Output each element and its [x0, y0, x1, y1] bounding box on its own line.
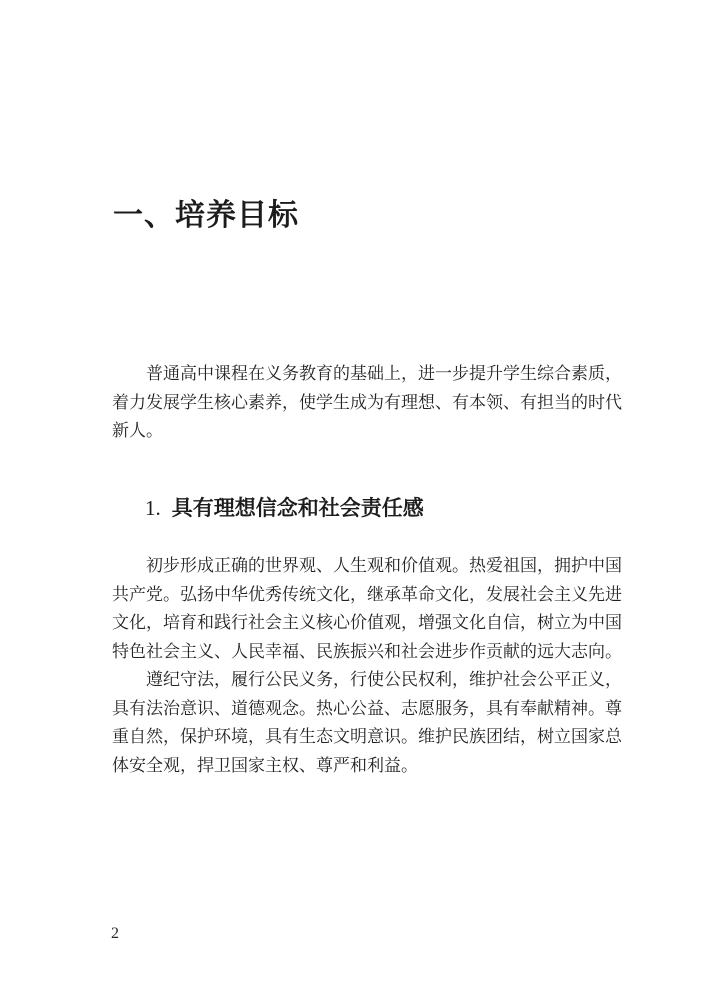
section-number: 1. — [145, 496, 161, 520]
intro-paragraph-block — [112, 360, 622, 446]
intro-paragraph: 普通高中课程在义务教育的基础上，进一步提升学生综合素质，着力发展学生核心素养，使学生成为有理想、有本领、有担当的时代新人。 — [112, 364, 622, 440]
body-paragraph-1: 初步形成正确的世界观、人生观和价值观。热爱祖国，拥护中国共产党。弘扬中华优秀传统文化，继承革命文化，发展社会主义先进文化，培育和践行社会主义核心价值观，增强文化自信，树立为中国特色社会主义、人民幸福、民族振兴和社会进步作贡献的远大志向。 — [112, 556, 622, 661]
body-paragraph-2: 遵纪守法，履行公民义务，行使公民权利，维护社会公平正义，具有法治意识、道德观念。热心公益、志愿服务，具有奉献精神。尊重自然，保护环境，具有生态文明意识。维护民族团结，树立国家总体安全观，捍卫国家主权、尊严和利益。 — [112, 670, 622, 775]
section-heading — [145, 492, 424, 522]
page-number: 2 — [111, 925, 119, 942]
section-title: 具有理想信念和社会责任感 — [171, 496, 424, 520]
body-paragraph-block — [112, 552, 622, 780]
chapter-title: 一、培养目标 — [113, 199, 299, 232]
